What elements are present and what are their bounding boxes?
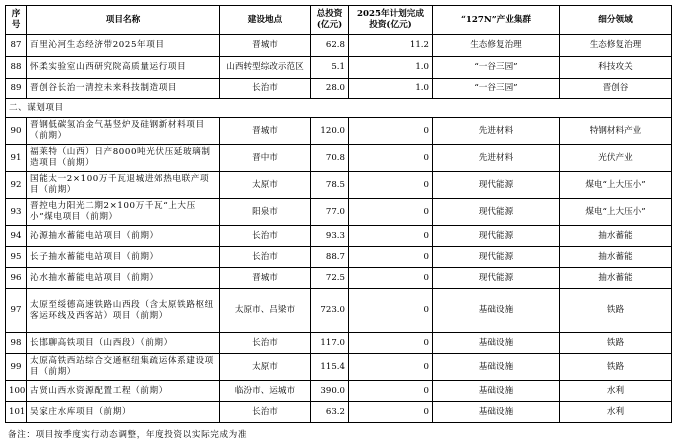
row-number: 100 [6, 381, 27, 402]
section-body [6, 99, 672, 118]
table-row [6, 354, 672, 381]
industry-cluster: 基础设施 [433, 333, 560, 354]
project-name: 晋钢低碳氢冶金气基竖炉及硅钢新材料项目（前期） [27, 118, 220, 145]
project-location: 长治市 [220, 247, 311, 268]
planned-investment: 0 [349, 333, 433, 354]
table-body-bottom [6, 118, 672, 423]
table-row [6, 333, 672, 354]
industry-cluster: 现代能源 [433, 172, 560, 199]
table-row [6, 199, 672, 226]
industry-cluster: 基础设施 [433, 289, 560, 333]
project-location: 长治市 [220, 79, 311, 99]
sub-field: 水利 [560, 402, 672, 423]
row-number: 88 [6, 57, 27, 79]
table-row [6, 57, 672, 79]
project-name: 沁源抽水蓄能电站项目（前期） [27, 226, 220, 247]
industry-cluster: 现代能源 [433, 268, 560, 289]
row-number: 95 [6, 247, 27, 268]
project-location: 长治市 [220, 333, 311, 354]
industry-cluster: 现代能源 [433, 226, 560, 247]
planned-investment: 0 [349, 268, 433, 289]
planned-investment: 11.2 [349, 35, 433, 57]
planned-investment: 0 [349, 226, 433, 247]
project-name: 晋创谷长治一清控未来科技制造项目 [27, 79, 220, 99]
industry-cluster: 先进材料 [433, 118, 560, 145]
table-row [6, 402, 672, 423]
planned-investment: 1.0 [349, 79, 433, 99]
sub-field: 铁路 [560, 354, 672, 381]
section-title: 二、谋划项目 [6, 99, 672, 118]
industry-cluster: 基础设施 [433, 402, 560, 423]
sub-field: 抽水蓄能 [560, 247, 672, 268]
total-investment: 120.0 [311, 118, 349, 145]
planned-investment: 0 [349, 402, 433, 423]
project-location: 太原市、吕梁市 [220, 289, 311, 333]
project-location: 太原市 [220, 354, 311, 381]
footnote: 备注：项目按季度实行动态调整，年度投资以实际完成为准 [8, 430, 248, 440]
row-number: 89 [6, 79, 27, 99]
total-investment: 723.0 [311, 289, 349, 333]
header-field: 细分领域 [560, 6, 672, 35]
planned-investment: 1.0 [349, 57, 433, 79]
sub-field: 抽水蓄能 [560, 268, 672, 289]
project-location: 晋城市 [220, 268, 311, 289]
project-location: 太原市 [220, 172, 311, 199]
project-name: 古贤山西水资源配置工程（前期） [27, 381, 220, 402]
row-number: 87 [6, 35, 27, 57]
planned-investment: 0 [349, 381, 433, 402]
industry-cluster: “一谷三园” [433, 79, 560, 99]
row-number: 93 [6, 199, 27, 226]
industry-cluster: 现代能源 [433, 247, 560, 268]
total-investment: 78.5 [311, 172, 349, 199]
row-number: 94 [6, 226, 27, 247]
total-investment: 5.1 [311, 57, 349, 79]
total-investment: 117.0 [311, 333, 349, 354]
total-investment: 93.3 [311, 226, 349, 247]
industry-cluster: “一谷三园” [433, 57, 560, 79]
total-investment: 28.0 [311, 79, 349, 99]
header-name: 项目名称 [27, 6, 220, 35]
planned-investment: 0 [349, 247, 433, 268]
row-number: 99 [6, 354, 27, 381]
sub-field: 铁路 [560, 333, 672, 354]
planned-investment: 0 [349, 172, 433, 199]
project-location: 临汾市、运城市 [220, 381, 311, 402]
sub-field: 晋创谷 [560, 79, 672, 99]
total-investment: 390.0 [311, 381, 349, 402]
sub-field: 水利 [560, 381, 672, 402]
table-row [6, 172, 672, 199]
total-investment: 77.0 [311, 199, 349, 226]
industry-cluster: 生态修复治理 [433, 35, 560, 57]
total-investment: 63.2 [311, 402, 349, 423]
project-name: 百里沁河生态经济带2025年项目 [27, 35, 220, 57]
project-name: 沁水抽水蓄能电站项目（前期） [27, 268, 220, 289]
header-investment: 总投资 (亿元) [311, 6, 349, 35]
total-investment: 115.4 [311, 354, 349, 381]
project-name: 福莱特（山西）日产8000吨光伏压延玻璃制造项目（前期） [27, 145, 220, 172]
total-investment: 70.8 [311, 145, 349, 172]
project-name: 长子抽水蓄能电站项目（前期） [27, 247, 220, 268]
header-plan: 2025年计划完成 投资(亿元) [349, 6, 433, 35]
table-row [6, 247, 672, 268]
row-number: 92 [6, 172, 27, 199]
project-location: 晋中市 [220, 145, 311, 172]
project-location: 晋城市 [220, 118, 311, 145]
row-number: 98 [6, 333, 27, 354]
header-seq: 序 号 [6, 6, 27, 35]
total-investment: 72.5 [311, 268, 349, 289]
planned-investment: 0 [349, 145, 433, 172]
industry-cluster: 先进材料 [433, 145, 560, 172]
project-name: 太原至绥德高速铁路山西段（含太原铁路枢纽客运环线及西客站）项目（前期） [27, 289, 220, 333]
planned-investment: 0 [349, 199, 433, 226]
project-name: 晋控电力阳光二期2×100万千瓦“上大压小”煤电项目（前期） [27, 199, 220, 226]
header-cluster: “127N”产业集群 [433, 6, 560, 35]
sub-field: 煤电“上大压小” [560, 199, 672, 226]
row-number: 96 [6, 268, 27, 289]
table-body-top [6, 35, 672, 99]
industry-cluster: 基础设施 [433, 354, 560, 381]
sub-field: 光伏产业 [560, 145, 672, 172]
total-investment: 62.8 [311, 35, 349, 57]
table-row [6, 226, 672, 247]
project-table [5, 5, 672, 423]
header-location: 建设地点 [220, 6, 311, 35]
row-number: 90 [6, 118, 27, 145]
planned-investment: 0 [349, 118, 433, 145]
table-row [6, 118, 672, 145]
table-row [6, 381, 672, 402]
project-location: 山西转型综改示范区 [220, 57, 311, 79]
table-row [6, 268, 672, 289]
project-name: 太原高铁西站综合交通枢纽集疏运体系建设项目（前期） [27, 354, 220, 381]
table-row [6, 79, 672, 99]
row-number: 97 [6, 289, 27, 333]
sub-field: 抽水蓄能 [560, 226, 672, 247]
industry-cluster: 基础设施 [433, 381, 560, 402]
project-location: 长治市 [220, 402, 311, 423]
planned-investment: 0 [349, 354, 433, 381]
total-investment: 88.7 [311, 247, 349, 268]
project-name: 怀柔实验室山西研究院高质量运行项目 [27, 57, 220, 79]
sub-field: 铁路 [560, 289, 672, 333]
project-name: 国能太一2×100万千瓦退城进郊热电联产项目（前期） [27, 172, 220, 199]
header-row [6, 6, 672, 35]
table-row [6, 145, 672, 172]
sub-field: 煤电“上大压小” [560, 172, 672, 199]
project-location: 阳泉市 [220, 199, 311, 226]
sub-field: 科技攻关 [560, 57, 672, 79]
sub-field: 特钢材料产业 [560, 118, 672, 145]
row-number: 101 [6, 402, 27, 423]
project-name: 吴家庄水库项目（前期） [27, 402, 220, 423]
sub-field: 生态修复治理 [560, 35, 672, 57]
project-location: 长治市 [220, 226, 311, 247]
table-row [6, 289, 672, 333]
project-location: 晋城市 [220, 35, 311, 57]
project-name: 长邯聊高铁项目（山西段）（前期） [27, 333, 220, 354]
industry-cluster: 现代能源 [433, 199, 560, 226]
section-row [6, 99, 672, 118]
planned-investment: 0 [349, 289, 433, 333]
row-number: 91 [6, 145, 27, 172]
table-row [6, 35, 672, 57]
